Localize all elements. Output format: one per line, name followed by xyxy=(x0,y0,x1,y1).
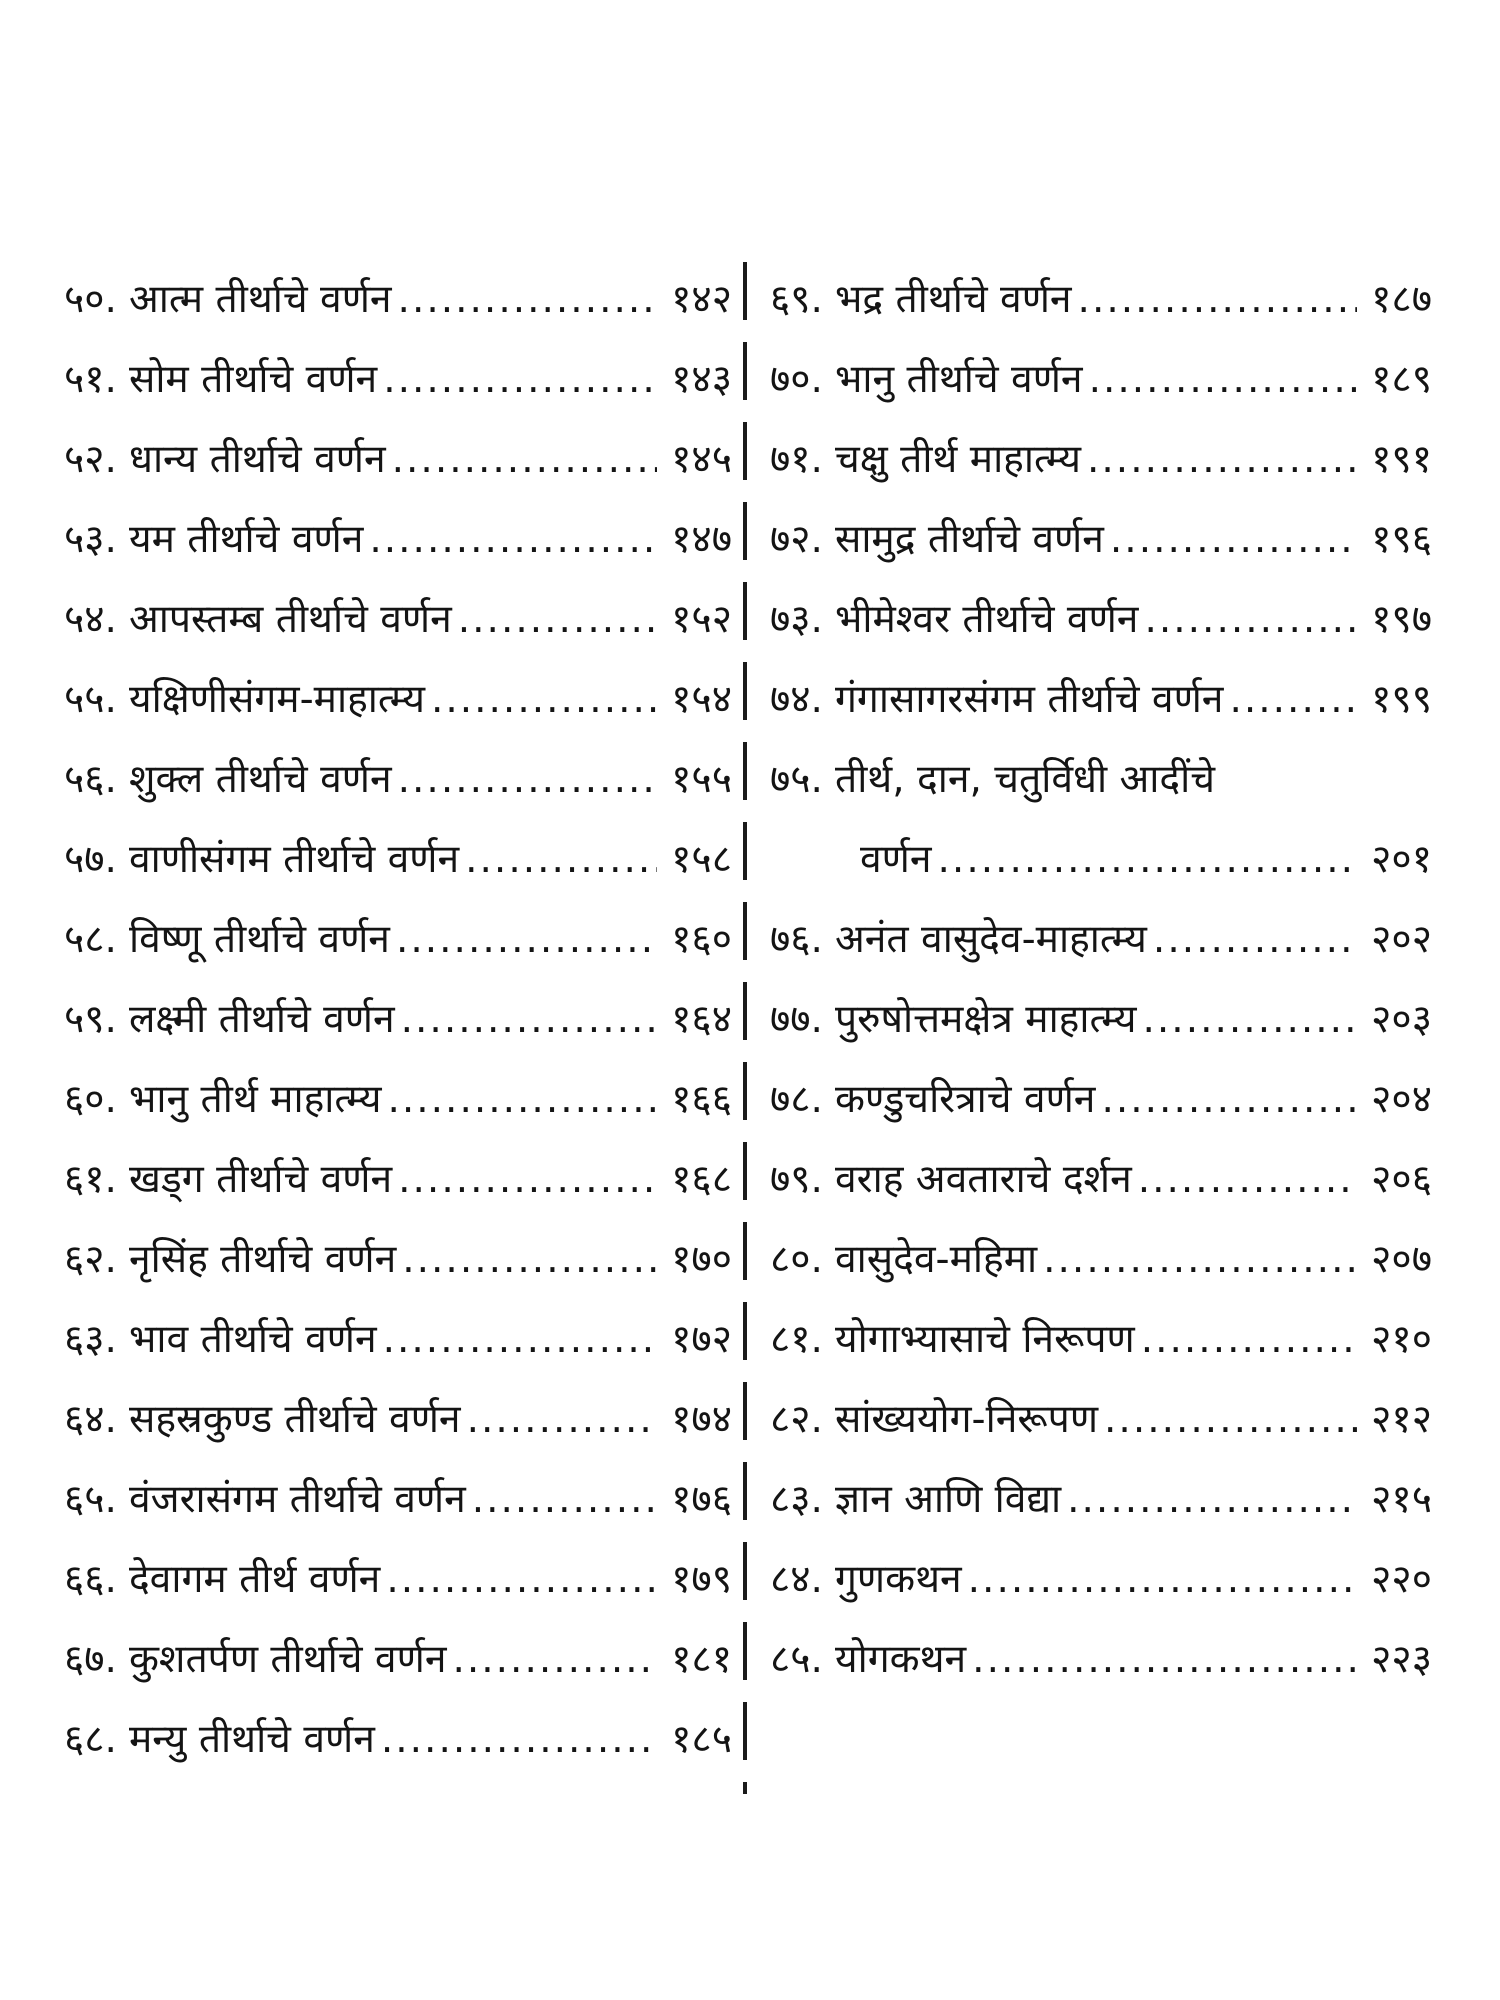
dot-leader xyxy=(383,340,657,420)
entry-number: ५५. xyxy=(64,677,117,722)
contents-entry xyxy=(770,980,1432,1060)
entry-page-number: १८७ xyxy=(1371,277,1432,322)
contents-entry xyxy=(64,420,732,500)
dot-leader xyxy=(452,1620,657,1700)
entry-number: ५२. xyxy=(64,437,117,482)
entry-title: सहस्रकुण्ड तीर्थाचे वर्णन xyxy=(128,1397,461,1442)
entry-page-number: १५५ xyxy=(671,757,732,802)
entry-title: शुक्ल तीर्थाचे वर्णन xyxy=(128,757,392,802)
dot-leader xyxy=(392,420,658,500)
entry-number: ७६. xyxy=(770,917,823,962)
entry-page-number: १८९ xyxy=(1371,357,1432,402)
entry-number: ६९. xyxy=(770,277,823,322)
dot-leader xyxy=(972,1620,1357,1700)
dot-leader xyxy=(472,1460,657,1540)
entry-number: ६४. xyxy=(64,1397,117,1442)
entry-number: ७१. xyxy=(770,437,823,482)
entry-title: भीमेश्वर तीर्थाचे वर्णन xyxy=(834,597,1139,642)
entry-title: यम तीर्थाचे वर्णन xyxy=(128,517,364,562)
contents-entry xyxy=(64,1700,732,1780)
contents-left-column xyxy=(64,260,732,1780)
entry-number: ७४. xyxy=(770,677,823,722)
contents-entry xyxy=(64,900,732,980)
dot-leader xyxy=(431,660,657,740)
contents-entry xyxy=(770,1220,1432,1300)
entry-page-number: १५४ xyxy=(671,677,732,722)
entry-number: ६८. xyxy=(64,1717,117,1762)
entry-page-number: २१२ xyxy=(1371,1397,1432,1442)
entry-title: विष्णू तीर्थाचे वर्णन xyxy=(128,917,390,962)
contents-entry xyxy=(770,1460,1432,1540)
entry-page-number: १६४ xyxy=(671,997,732,1042)
entry-title: तीर्थ, दान, चतुर्विधी आदींचे xyxy=(834,757,1215,802)
entry-title: चक्षु तीर्थ माहात्म्य xyxy=(834,437,1082,482)
entry-title: भद्र तीर्थाचे वर्णन xyxy=(834,277,1072,322)
contents-entry xyxy=(64,820,732,900)
contents-right-column xyxy=(770,260,1432,1700)
contents-entry xyxy=(64,740,732,820)
entry-page-number: १९१ xyxy=(1371,437,1432,482)
entry-title: वराह अवताराचे दर्शन xyxy=(834,1157,1132,1202)
entry-page-number: २२३ xyxy=(1371,1637,1432,1682)
entry-title: अनंत वासुदेव-माहात्म्य xyxy=(834,917,1147,962)
entry-number: ८१. xyxy=(770,1317,823,1362)
dot-leader xyxy=(1104,1380,1357,1460)
entry-page-number: २२० xyxy=(1371,1557,1432,1602)
contents-entry xyxy=(770,1380,1432,1460)
entry-number: ८३. xyxy=(770,1477,823,1522)
contents-entry xyxy=(64,500,732,580)
entry-page-number: २१५ xyxy=(1371,1477,1432,1522)
entry-title: आपस्तम्ब तीर्थाचे वर्णन xyxy=(128,597,452,642)
contents-entry xyxy=(770,1300,1432,1380)
entry-number: ८४. xyxy=(770,1557,823,1602)
entry-page-number: २०४ xyxy=(1371,1077,1432,1122)
contents-entry xyxy=(770,740,1432,820)
entry-title: गंगासागरसंगम तीर्थाचे वर्णन xyxy=(834,677,1224,722)
entry-number: ६१. xyxy=(64,1157,117,1202)
dot-leader xyxy=(401,980,658,1060)
dot-leader xyxy=(386,1540,657,1620)
dot-leader xyxy=(1087,420,1357,500)
contents-entry xyxy=(770,580,1432,660)
entry-page-number: २०२ xyxy=(1371,917,1432,962)
contents-entry xyxy=(64,1220,732,1300)
contents-entry xyxy=(64,980,732,1060)
dot-leader xyxy=(1141,1300,1357,1380)
dot-leader xyxy=(1138,1140,1357,1220)
dot-leader xyxy=(458,580,657,660)
entry-number: ५१. xyxy=(64,357,117,402)
entry-number: ८०. xyxy=(770,1237,823,1282)
contents-entry xyxy=(770,420,1432,500)
entry-title: सोम तीर्थाचे वर्णन xyxy=(128,357,378,402)
contents-entry xyxy=(64,660,732,740)
entry-page-number: १४२ xyxy=(671,277,732,322)
dot-leader xyxy=(467,1380,658,1460)
entry-page-number: १६० xyxy=(671,917,732,962)
contents-entry xyxy=(64,1140,732,1220)
entry-page-number: १४५ xyxy=(671,437,732,482)
dot-leader xyxy=(1143,980,1358,1060)
entry-title: नृसिंह तीर्थाचे वर्णन xyxy=(128,1237,397,1282)
dot-leader xyxy=(1089,340,1358,420)
entry-title: वाणीसंगम तीर्थाचे वर्णन xyxy=(128,837,460,882)
contents-entry xyxy=(64,260,732,340)
entry-page-number: १६८ xyxy=(671,1157,732,1202)
entry-page-number: १७४ xyxy=(671,1397,732,1442)
entry-page-number: १५२ xyxy=(671,597,732,642)
entry-number: ७७. xyxy=(770,997,823,1042)
contents-entry xyxy=(770,1140,1432,1220)
contents-entry xyxy=(64,1300,732,1380)
column-divider xyxy=(743,262,747,1794)
entry-number: ५८. xyxy=(64,917,117,962)
contents-entry xyxy=(770,660,1432,740)
entry-title: योगाभ्यासाचे निरूपण xyxy=(834,1317,1135,1362)
dot-leader xyxy=(938,820,1358,900)
contents-entry xyxy=(770,1620,1432,1700)
contents-entry xyxy=(770,1540,1432,1620)
contents-entry xyxy=(770,260,1432,340)
entry-number: ६०. xyxy=(64,1077,117,1122)
dot-leader xyxy=(402,1220,657,1300)
entry-title: ज्ञान आणि विद्या xyxy=(834,1477,1062,1522)
entry-title: कुशतर्पण तीर्थाचे वर्णन xyxy=(128,1637,447,1682)
entry-number: ५६. xyxy=(64,757,117,802)
entry-page-number: २०१ xyxy=(1371,837,1432,882)
entry-page-number: १७० xyxy=(671,1237,732,1282)
contents-entry xyxy=(64,1060,732,1140)
entry-title: भानु तीर्थाचे वर्णन xyxy=(834,357,1083,402)
entry-page-number: २०७ xyxy=(1371,1237,1432,1282)
entry-page-number: १९७ xyxy=(1371,597,1432,642)
dot-leader xyxy=(383,1300,658,1380)
contents-entry xyxy=(770,1060,1432,1140)
entry-page-number: १९६ xyxy=(1371,517,1432,562)
entry-number: ७०. xyxy=(770,357,823,402)
contents-entry xyxy=(64,1460,732,1540)
dot-leader xyxy=(1067,1460,1357,1540)
entry-number: ५४. xyxy=(64,597,117,642)
dot-leader xyxy=(1101,1060,1357,1140)
entry-page-number: २१० xyxy=(1371,1317,1432,1362)
entry-title: योगकथन xyxy=(834,1637,967,1682)
entry-number: ७८. xyxy=(770,1077,823,1122)
entry-page-number: १९९ xyxy=(1371,677,1432,722)
dot-leader xyxy=(1043,1220,1357,1300)
dot-leader xyxy=(1229,660,1357,740)
contents-entry xyxy=(64,1380,732,1460)
contents-entry xyxy=(64,1620,732,1700)
contents-entry xyxy=(770,500,1432,580)
entry-title: आत्म तीर्थाचे वर्णन xyxy=(128,277,392,322)
entry-page-number: १७२ xyxy=(671,1317,732,1362)
entry-page-number: १७९ xyxy=(671,1557,732,1602)
entry-page-number: १७६ xyxy=(671,1477,732,1522)
contents-entry xyxy=(64,340,732,420)
dot-leader xyxy=(1078,260,1358,340)
contents-entry xyxy=(770,900,1432,980)
entry-title: सांख्ययोग-निरूपण xyxy=(834,1397,1099,1442)
entry-title: वर्णन xyxy=(860,837,932,882)
entry-title: वासुदेव-महिमा xyxy=(834,1237,1038,1282)
entry-page-number: १४३ xyxy=(671,357,732,402)
dot-leader xyxy=(465,820,657,900)
dot-leader xyxy=(398,260,658,340)
entry-title: भाव तीर्थाचे वर्णन xyxy=(128,1317,377,1362)
entry-number: ६५. xyxy=(64,1477,117,1522)
dot-leader xyxy=(968,1540,1358,1620)
entry-title: मन्यु तीर्थाचे वर्णन xyxy=(128,1717,375,1762)
entry-number: ७५. xyxy=(770,757,823,802)
entry-title: गुणकथन xyxy=(834,1557,962,1602)
entry-page-number: १४७ xyxy=(671,517,732,562)
dot-leader xyxy=(1153,900,1357,980)
entry-number: ७२. xyxy=(770,517,823,562)
dot-leader xyxy=(1110,500,1357,580)
contents-entry xyxy=(64,1540,732,1620)
dot-leader xyxy=(398,740,658,820)
contents-entry xyxy=(770,340,1432,420)
entry-page-number: १८१ xyxy=(671,1637,732,1682)
entry-number: ५७. xyxy=(64,837,117,882)
entry-title: कण्डुचरित्राचे वर्णन xyxy=(834,1077,1096,1122)
dot-leader xyxy=(398,1140,657,1220)
dot-leader xyxy=(396,900,657,980)
entry-page-number: २०६ xyxy=(1371,1157,1432,1202)
entry-title: देवागम तीर्थ वर्णन xyxy=(128,1557,381,1602)
entry-title: खड्ग तीर्थाचे वर्णन xyxy=(128,1157,393,1202)
entry-page-number: १५८ xyxy=(671,837,732,882)
entry-number: ७३. xyxy=(770,597,823,642)
entry-title: भानु तीर्थ माहात्म्य xyxy=(128,1077,382,1122)
entry-number: ८५. xyxy=(770,1637,823,1682)
entry-number: ८२. xyxy=(770,1397,823,1442)
dot-leader xyxy=(387,1060,657,1140)
entry-number: ५९. xyxy=(64,997,117,1042)
entry-number: ७९. xyxy=(770,1157,823,1202)
dot-leader xyxy=(1144,580,1357,660)
dot-leader xyxy=(381,1700,657,1780)
entry-number: ६२. xyxy=(64,1237,117,1282)
entry-title: धान्य तीर्थाचे वर्णन xyxy=(128,437,386,482)
entry-number: ५३. xyxy=(64,517,117,562)
entry-title: यक्षिणीसंगम-माहात्म्य xyxy=(128,677,425,722)
entry-number: ६३. xyxy=(64,1317,117,1362)
contents-entry xyxy=(64,580,732,660)
entry-page-number: १८५ xyxy=(671,1717,732,1762)
entry-number: ६७. xyxy=(64,1637,117,1682)
entry-number: ५०. xyxy=(64,277,117,322)
contents-entry xyxy=(770,820,1432,900)
dot-leader xyxy=(369,500,657,580)
entry-number: ६६. xyxy=(64,1557,117,1602)
entry-title: सामुद्र तीर्थाचे वर्णन xyxy=(834,517,1104,562)
entry-page-number: २०३ xyxy=(1371,997,1432,1042)
entry-page-number: १६६ xyxy=(671,1077,732,1122)
entry-title: लक्ष्मी तीर्थाचे वर्णन xyxy=(128,997,395,1042)
entry-title: पुरुषोत्तमक्षेत्र माहात्म्य xyxy=(834,997,1137,1042)
entry-title: वंजरासंगम तीर्थाचे वर्णन xyxy=(128,1477,466,1522)
